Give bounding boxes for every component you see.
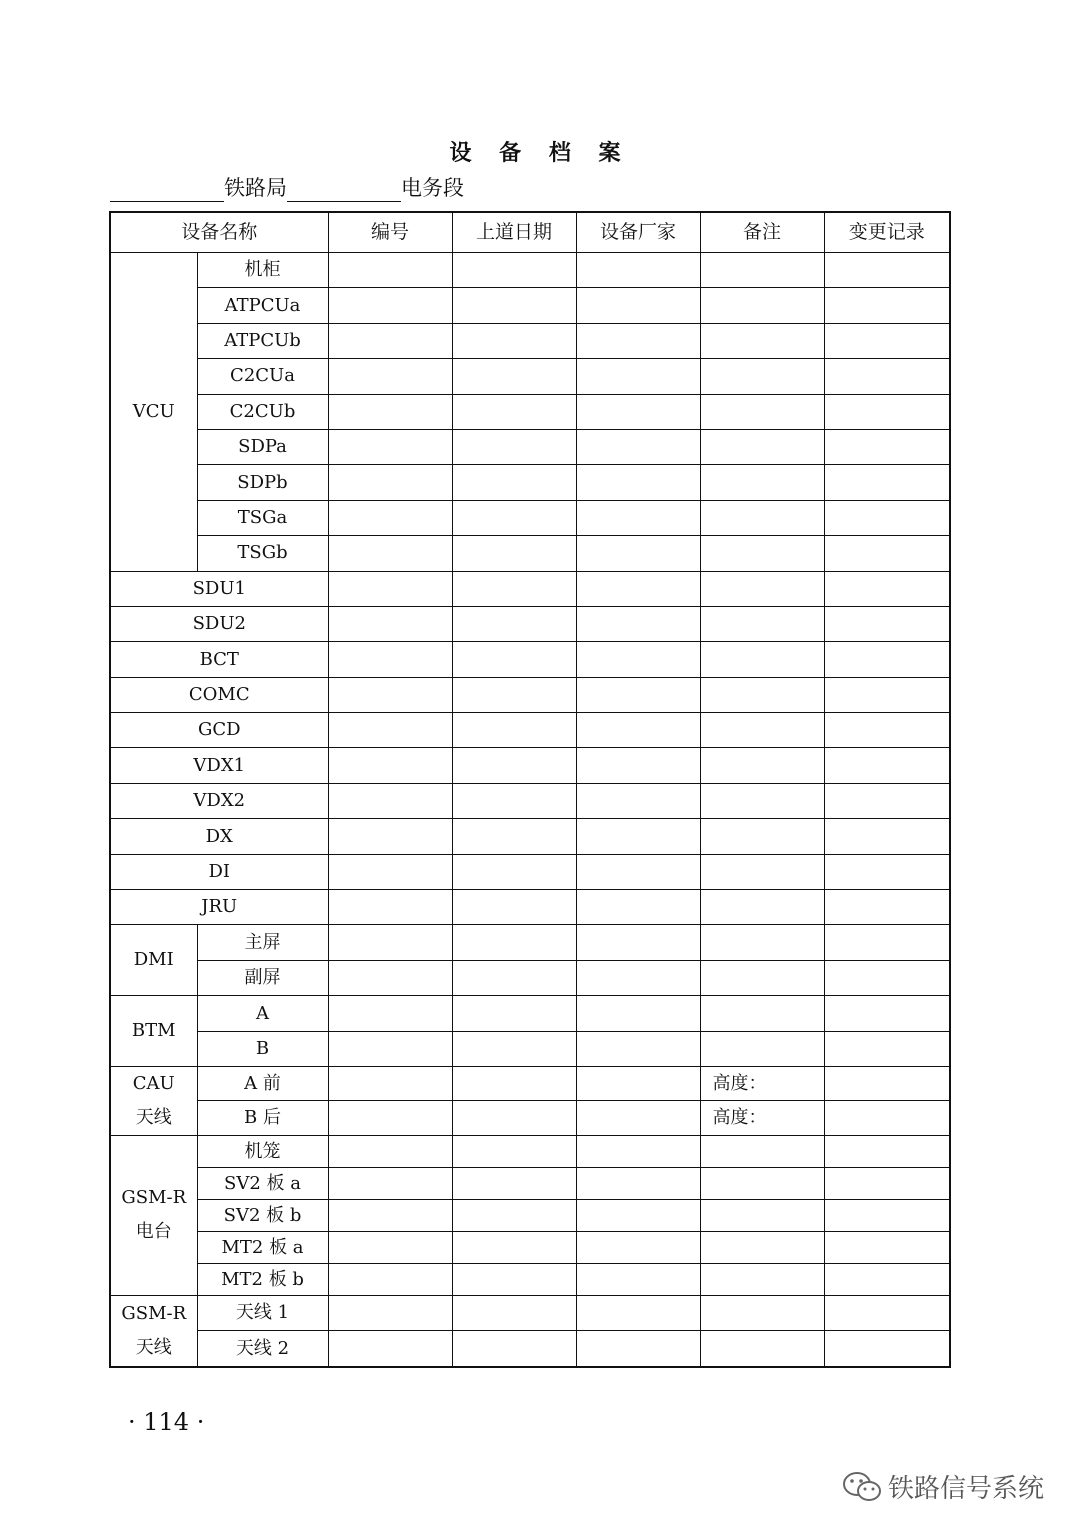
item-label: A (197, 996, 328, 1031)
page-number: · 114 · (128, 1408, 205, 1436)
blank-cell[interactable] (824, 1135, 950, 1167)
item-label: 主屏 (197, 925, 328, 960)
table-row (110, 1231, 950, 1263)
blank-cell[interactable] (700, 854, 824, 889)
item-label: SDU2 (110, 606, 328, 641)
blank-cell[interactable] (700, 500, 824, 535)
table-row (110, 819, 950, 854)
table-row (110, 677, 950, 712)
blank-cell[interactable] (824, 500, 950, 535)
item-label: ATPCUb (197, 323, 328, 358)
blank-cell[interactable] (328, 394, 452, 429)
table-row (110, 359, 950, 394)
blank-cell[interactable] (700, 1263, 824, 1295)
section-blank[interactable] (287, 175, 401, 202)
group-label-vcu: VCU (110, 253, 197, 572)
blank-cell[interactable] (452, 1031, 576, 1066)
blank-cell[interactable] (576, 642, 700, 677)
table-row (110, 500, 950, 535)
table-row (110, 1295, 950, 1330)
blank-cell[interactable] (328, 500, 452, 535)
blank-cell[interactable] (452, 536, 576, 571)
item-label: B 后 (197, 1101, 328, 1136)
blank-cell[interactable] (328, 713, 452, 748)
blank-cell[interactable] (452, 1135, 576, 1167)
table-row (110, 1199, 950, 1231)
table-row (110, 571, 950, 606)
watermark-text: 铁路信号系统 (887, 1474, 1044, 1504)
blank-cell[interactable] (452, 783, 576, 818)
blank-cell[interactable] (576, 677, 700, 712)
blank-cell[interactable] (576, 1031, 700, 1066)
blank-cell[interactable] (576, 748, 700, 783)
header-row (110, 212, 950, 253)
blank-cell[interactable] (328, 1263, 452, 1295)
blank-cell[interactable] (328, 465, 452, 500)
blank-cell[interactable] (700, 1295, 824, 1330)
table-row (110, 536, 950, 571)
blank-cell[interactable] (576, 783, 700, 818)
blank-cell[interactable] (452, 1101, 576, 1136)
blank-cell[interactable] (452, 996, 576, 1031)
item-label: JRU (110, 890, 328, 925)
blank-cell[interactable] (452, 642, 576, 677)
blank-cell[interactable] (452, 854, 576, 889)
header-cell: 编号 (328, 212, 452, 253)
blank-cell[interactable] (452, 1066, 576, 1101)
item-label: VDX1 (110, 748, 328, 783)
height-note[interactable]: 高度： (700, 1066, 824, 1101)
equipment-record-table (109, 211, 951, 1368)
blank-cell[interactable] (700, 606, 824, 641)
blank-cell[interactable] (824, 288, 950, 323)
item-label: VDX2 (110, 783, 328, 818)
blank-cell[interactable] (328, 606, 452, 641)
blank-cell[interactable] (700, 323, 824, 358)
header-cell: 设备厂家 (576, 212, 700, 253)
blank-cell[interactable] (328, 996, 452, 1031)
blank-cell[interactable] (328, 288, 452, 323)
blank-cell[interactable] (824, 536, 950, 571)
blank-cell[interactable] (576, 571, 700, 606)
blank-cell[interactable] (824, 748, 950, 783)
table-row (110, 1101, 950, 1136)
blank-cell[interactable] (452, 819, 576, 854)
blank-cell[interactable] (824, 890, 950, 925)
blank-cell[interactable] (824, 960, 950, 995)
table-row (110, 1031, 950, 1066)
header-cell: 设备名称 (110, 212, 328, 253)
blank-cell[interactable] (576, 819, 700, 854)
item-label: 天线 2 (197, 1331, 328, 1367)
blank-cell[interactable] (576, 890, 700, 925)
item-label: C2CUa (197, 359, 328, 394)
group-label-dmi: DMI (110, 925, 197, 996)
group-label-gsmr-radio (110, 1135, 197, 1295)
table-row (110, 783, 950, 818)
blank-cell[interactable] (452, 748, 576, 783)
item-label: B (197, 1031, 328, 1066)
blank-cell[interactable] (576, 288, 700, 323)
blank-cell[interactable] (824, 925, 950, 960)
table-row (110, 713, 950, 748)
blank-cell[interactable] (700, 713, 824, 748)
group-label-line: GSM-R (121, 1302, 187, 1324)
blank-cell[interactable] (452, 1199, 576, 1231)
blank-cell[interactable] (576, 1263, 700, 1295)
table-row (110, 429, 950, 464)
blank-cell[interactable] (328, 1167, 452, 1199)
blank-cell[interactable] (328, 536, 452, 571)
blank-cell[interactable] (576, 1231, 700, 1263)
blank-cell[interactable] (824, 1263, 950, 1295)
blank-cell[interactable] (328, 890, 452, 925)
item-label: 机笼 (197, 1135, 328, 1167)
blank-cell[interactable] (700, 748, 824, 783)
blank-cell[interactable] (700, 996, 824, 1031)
blank-cell[interactable] (452, 713, 576, 748)
blank-cell[interactable] (700, 1331, 824, 1367)
blank-cell[interactable] (824, 429, 950, 464)
table-row (110, 925, 950, 960)
blank-cell[interactable] (576, 1199, 700, 1231)
blank-cell[interactable] (700, 783, 824, 818)
blank-cell[interactable] (824, 642, 950, 677)
blank-cell[interactable] (824, 854, 950, 889)
blank-cell[interactable] (700, 571, 824, 606)
blank-cell[interactable] (700, 394, 824, 429)
blank-cell[interactable] (328, 1231, 452, 1263)
blank-cell[interactable] (452, 925, 576, 960)
blank-cell[interactable] (576, 536, 700, 571)
blank-cell[interactable] (452, 394, 576, 429)
group-label-line: CAU (132, 1072, 175, 1094)
item-label: C2CUb (197, 394, 328, 429)
blank-cell[interactable] (576, 1331, 700, 1367)
item-label: 机柜 (197, 253, 328, 288)
blank-cell[interactable] (452, 359, 576, 394)
table-row (110, 996, 950, 1031)
blank-cell[interactable] (824, 1101, 950, 1136)
blank-cell[interactable] (576, 323, 700, 358)
blank-cell[interactable] (328, 925, 452, 960)
blank-cell[interactable] (700, 890, 824, 925)
bureau-label: 铁路局 (224, 176, 287, 200)
blank-cell[interactable] (328, 571, 452, 606)
table-row (110, 288, 950, 323)
blank-cell[interactable] (700, 677, 824, 712)
table-row (110, 1263, 950, 1295)
blank-cell[interactable] (452, 571, 576, 606)
blank-cell[interactable] (576, 1101, 700, 1136)
blank-cell[interactable] (328, 1101, 452, 1136)
item-label: TSGb (197, 536, 328, 571)
blank-cell[interactable] (328, 429, 452, 464)
blank-cell[interactable] (328, 1066, 452, 1101)
blank-cell[interactable] (328, 1031, 452, 1066)
item-label: A 前 (197, 1066, 328, 1101)
blank-cell[interactable] (824, 1031, 950, 1066)
blank-cell[interactable] (824, 677, 950, 712)
height-note[interactable]: 高度： (700, 1101, 824, 1136)
blank-cell[interactable] (700, 1231, 824, 1263)
blank-cell[interactable] (700, 429, 824, 464)
blank-cell[interactable] (452, 1231, 576, 1263)
item-label: DI (110, 854, 328, 889)
blank-cell[interactable] (576, 925, 700, 960)
table-row (110, 323, 950, 358)
blank-cell[interactable] (452, 429, 576, 464)
blank-cell[interactable] (824, 1295, 950, 1330)
blank-cell[interactable] (328, 253, 452, 288)
table-row (110, 1331, 950, 1367)
blank-cell[interactable] (452, 288, 576, 323)
item-label: SDU1 (110, 571, 328, 606)
blank-cell[interactable] (328, 323, 452, 358)
group-label-gsmr-antenna (110, 1295, 197, 1366)
blank-cell[interactable] (824, 996, 950, 1031)
blank-cell[interactable] (328, 748, 452, 783)
blank-cell[interactable] (576, 429, 700, 464)
blank-cell[interactable] (576, 996, 700, 1031)
blank-cell[interactable] (824, 465, 950, 500)
blank-cell[interactable] (576, 960, 700, 995)
blank-cell[interactable] (700, 253, 824, 288)
blank-cell[interactable] (328, 677, 452, 712)
blank-cell[interactable] (328, 819, 452, 854)
blank-cell[interactable] (328, 1295, 452, 1330)
blank-cell[interactable] (700, 1199, 824, 1231)
header-cell: 变更记录 (824, 212, 950, 253)
group-label-line: 天线 (135, 1106, 172, 1128)
blank-cell[interactable] (576, 1295, 700, 1330)
blank-cell[interactable] (700, 1167, 824, 1199)
blank-cell[interactable] (700, 465, 824, 500)
blank-cell[interactable] (452, 677, 576, 712)
item-label: GCD (110, 713, 328, 748)
blank-cell[interactable] (452, 1295, 576, 1330)
table-row (110, 253, 950, 288)
item-label: DX (110, 819, 328, 854)
blank-cell[interactable] (824, 253, 950, 288)
blank-cell[interactable] (328, 783, 452, 818)
blank-cell[interactable] (452, 500, 576, 535)
blank-cell[interactable] (576, 1167, 700, 1199)
table-row (110, 606, 950, 641)
blank-cell[interactable] (824, 606, 950, 641)
item-label: SDPb (197, 465, 328, 500)
blank-cell[interactable] (824, 1167, 950, 1199)
header-cell: 备注 (700, 212, 824, 253)
blank-cell[interactable] (700, 819, 824, 854)
item-label: 天线 1 (197, 1295, 328, 1330)
table-row (110, 960, 950, 995)
item-label: 副屏 (197, 960, 328, 995)
blank-cell[interactable] (576, 1066, 700, 1101)
page-title: 设 备 档 案 (449, 140, 631, 166)
blank-cell[interactable] (576, 500, 700, 535)
blank-cell[interactable] (328, 359, 452, 394)
item-label: SDPa (197, 429, 328, 464)
blank-cell[interactable] (576, 359, 700, 394)
blank-cell[interactable] (700, 1135, 824, 1167)
blank-cell[interactable] (824, 323, 950, 358)
blank-cell[interactable] (576, 854, 700, 889)
blank-cell[interactable] (824, 1331, 950, 1367)
item-label: MT2 板 a (197, 1231, 328, 1263)
blank-cell[interactable] (576, 394, 700, 429)
blank-cell[interactable] (328, 1331, 452, 1367)
bureau-blank[interactable] (110, 175, 224, 202)
blank-cell[interactable] (824, 713, 950, 748)
blank-cell[interactable] (328, 854, 452, 889)
blank-cell[interactable] (700, 1031, 824, 1066)
blank-cell[interactable] (700, 960, 824, 995)
blank-cell[interactable] (824, 783, 950, 818)
subline (110, 172, 464, 202)
table-row (110, 1135, 950, 1167)
blank-cell[interactable] (700, 642, 824, 677)
blank-cell[interactable] (452, 253, 576, 288)
blank-cell[interactable] (576, 253, 700, 288)
table-row (110, 854, 950, 889)
blank-cell[interactable] (824, 571, 950, 606)
blank-cell[interactable] (576, 465, 700, 500)
table-row (110, 642, 950, 677)
blank-cell[interactable] (824, 1231, 950, 1263)
table-row (110, 890, 950, 925)
blank-cell[interactable] (452, 960, 576, 995)
blank-cell[interactable] (824, 819, 950, 854)
group-label-line: 电台 (135, 1221, 172, 1243)
table-row (110, 748, 950, 783)
watermark (842, 1468, 1044, 1505)
table-row (110, 1167, 950, 1199)
item-label: ATPCUa (197, 288, 328, 323)
blank-cell[interactable] (328, 1199, 452, 1231)
blank-cell[interactable] (824, 1066, 950, 1101)
header-cell: 上道日期 (452, 212, 576, 253)
blank-cell[interactable] (824, 359, 950, 394)
blank-cell[interactable] (452, 1263, 576, 1295)
item-label: SV2 板 b (197, 1199, 328, 1231)
blank-cell[interactable] (576, 606, 700, 641)
blank-cell[interactable] (452, 1167, 576, 1199)
blank-cell[interactable] (452, 465, 576, 500)
group-label-line: GSM-R (121, 1187, 187, 1209)
item-label: SV2 板 a (197, 1167, 328, 1199)
section-label: 电务段 (401, 176, 464, 200)
item-label: MT2 板 b (197, 1263, 328, 1295)
blank-cell[interactable] (700, 288, 824, 323)
item-label: BCT (110, 642, 328, 677)
blank-cell[interactable] (700, 536, 824, 571)
group-label-cau (110, 1066, 197, 1135)
item-label: TSGa (197, 500, 328, 535)
blank-cell[interactable] (452, 606, 576, 641)
group-label-line: 天线 (135, 1336, 172, 1358)
blank-cell[interactable] (328, 1135, 452, 1167)
blank-cell[interactable] (452, 1331, 576, 1367)
table-row (110, 394, 950, 429)
blank-cell[interactable] (328, 642, 452, 677)
blank-cell[interactable] (452, 323, 576, 358)
wechat-icon (842, 1470, 882, 1504)
blank-cell[interactable] (824, 1199, 950, 1231)
blank-cell[interactable] (824, 394, 950, 429)
blank-cell[interactable] (700, 925, 824, 960)
item-label: COMC (110, 677, 328, 712)
table-row (110, 465, 950, 500)
blank-cell[interactable] (700, 359, 824, 394)
blank-cell[interactable] (452, 890, 576, 925)
blank-cell[interactable] (328, 960, 452, 995)
table-row (110, 1066, 950, 1101)
group-label-btm: BTM (110, 996, 197, 1067)
blank-cell[interactable] (576, 713, 700, 748)
blank-cell[interactable] (576, 1135, 700, 1167)
